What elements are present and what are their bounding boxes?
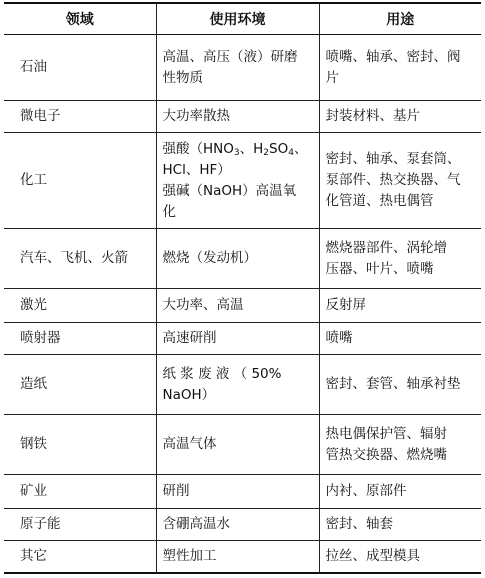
cell-use: 热电偶保护管、辐射 管热交换器、燃烧嘴: [319, 415, 481, 475]
table-row: [4, 289, 481, 323]
table-row: [4, 475, 481, 509]
cell-use: 反射屏: [319, 289, 481, 323]
cell-field: 化工: [4, 133, 156, 229]
cell-field: 微电子: [4, 101, 156, 133]
cell-field: 汽车、飞机、火箭: [4, 229, 156, 289]
cell-environment: 大功率、高温: [156, 289, 319, 323]
cell-environment: 高温、高压（液）研磨 性物质: [156, 35, 319, 101]
cell-use: 密封、套管、轴承衬垫: [319, 355, 481, 415]
cell-use: 内衬、原部件: [319, 475, 481, 509]
header-use: 用途: [319, 3, 481, 35]
cell-environment: 燃烧（发动机）: [156, 229, 319, 289]
cell-use: 燃烧器部件、涡轮增 压器、叶片、喷嘴: [319, 229, 481, 289]
table-row: [4, 133, 481, 229]
cell-use: 喷嘴: [319, 323, 481, 355]
header-environment: 使用环境: [156, 3, 319, 35]
table-row: [4, 415, 481, 475]
table-row: [4, 101, 481, 133]
cell-field: 钢铁: [4, 415, 156, 475]
table-row: [4, 35, 481, 101]
table-row: [4, 229, 481, 289]
cell-field: 其它: [4, 541, 156, 573]
cell-environment: 强酸（$HNO_3$、$H_2SO_4$、 HCl、HF） 强碱（NaOH）高温氧 化: [156, 133, 319, 229]
cell-field: 喷射器: [4, 323, 156, 355]
table-row: [4, 323, 481, 355]
ceramics-applications-table: [4, 2, 481, 574]
cell-field: 原子能: [4, 509, 156, 541]
header-row: [4, 3, 481, 35]
cell-environment: 纸 浆 废 液 （ 50% NaOH）: [156, 355, 319, 415]
table-row: [4, 509, 481, 541]
table-row: [4, 541, 481, 573]
cell-environment: 含硼高温水: [156, 509, 319, 541]
cell-field: 石油: [4, 35, 156, 101]
cell-environment: 大功率散热: [156, 101, 319, 133]
cell-environment: 塑性加工: [156, 541, 319, 573]
table-container: [4, 2, 481, 574]
cell-environment: 研削: [156, 475, 319, 509]
cell-environment: 高温气体: [156, 415, 319, 475]
cell-use: 密封、轴承、泵套筒、 泵部件、热交换器、气 化管道、热电偶管: [319, 133, 481, 229]
cell-use: 密封、轴套: [319, 509, 481, 541]
cell-use: 喷嘴、轴承、密封、阀 片: [319, 35, 481, 101]
cell-field: 激光: [4, 289, 156, 323]
header-field: 领域: [4, 3, 156, 35]
cell-use: 封装材料、基片: [319, 101, 481, 133]
cell-environment: 高速研削: [156, 323, 319, 355]
table-row: [4, 355, 481, 415]
cell-use: 拉丝、成型模具: [319, 541, 481, 573]
cell-field: 造纸: [4, 355, 156, 415]
cell-field: 矿业: [4, 475, 156, 509]
